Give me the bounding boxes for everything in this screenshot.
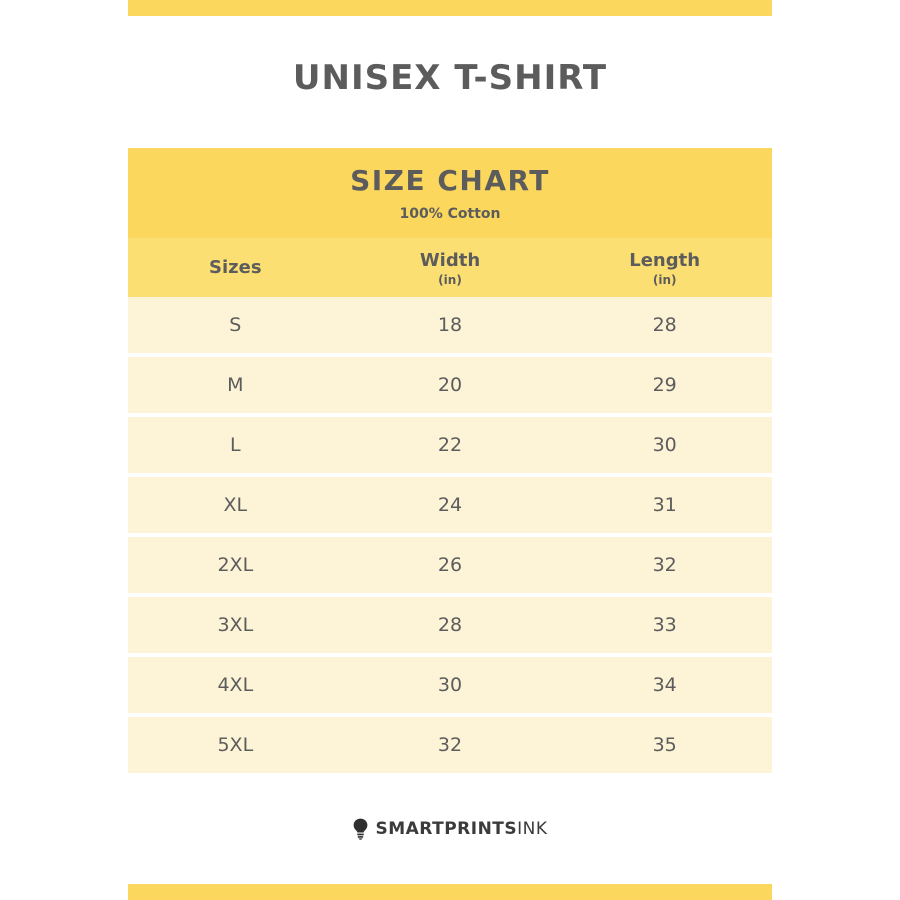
cell-length: 33 [557, 595, 772, 655]
table-header [128, 238, 772, 297]
table-row [128, 415, 772, 475]
table-row [128, 475, 772, 535]
cell-size: S [128, 297, 343, 355]
cell-width: 32 [343, 715, 558, 775]
column-header-width [343, 238, 558, 297]
cell-size: 2XL [128, 535, 343, 595]
cell-width: 28 [343, 595, 558, 655]
bottom-accent-bar [128, 884, 772, 900]
cell-size: 4XL [128, 655, 343, 715]
table-row [128, 595, 772, 655]
cell-width: 22 [343, 415, 558, 475]
cell-size: 3XL [128, 595, 343, 655]
cell-width: 20 [343, 355, 558, 415]
table-row [128, 297, 772, 355]
brand-name [375, 819, 547, 839]
table-row [128, 535, 772, 595]
cell-length: 28 [557, 297, 772, 355]
cell-width: 30 [343, 655, 558, 715]
column-header-sizes [128, 238, 343, 297]
page-title: UNISEX T-SHIRT [292, 58, 608, 98]
cell-size: M [128, 355, 343, 415]
brand-logo [0, 818, 900, 840]
column-header-length [557, 238, 772, 297]
cell-length: 31 [557, 475, 772, 535]
table-header-row [128, 238, 772, 297]
brand-name-light: INK [517, 819, 548, 839]
column-header-length-label: Length [629, 249, 701, 271]
table-row [128, 355, 772, 415]
brand-name-bold: SMARTPRINTS [375, 819, 518, 839]
column-header-length-unit: (in) [652, 272, 677, 287]
column-header-width-label: Width [419, 249, 481, 271]
cell-length: 34 [557, 655, 772, 715]
cell-size: XL [128, 475, 343, 535]
top-accent-bar [128, 0, 772, 16]
cell-length: 29 [557, 355, 772, 415]
cell-width: 18 [343, 297, 558, 355]
cell-width: 24 [343, 475, 558, 535]
cell-length: 35 [557, 715, 772, 775]
cell-size: 5XL [128, 715, 343, 775]
column-header-width-unit: (in) [438, 272, 462, 287]
table-row [128, 715, 772, 775]
chart-header [128, 148, 772, 238]
cell-length: 32 [557, 535, 772, 595]
chart-title: SIZE CHART [350, 164, 550, 197]
chart-subtitle: 100% Cotton [399, 205, 501, 222]
cell-length: 30 [557, 415, 772, 475]
table-row [128, 655, 772, 715]
cell-width: 26 [343, 535, 558, 595]
size-chart-container [128, 148, 772, 777]
table-body [128, 297, 772, 775]
size-table [128, 238, 772, 777]
lightbulb-icon [352, 818, 369, 840]
cell-size: L [128, 415, 343, 475]
column-header-sizes-label: Sizes [209, 256, 262, 278]
